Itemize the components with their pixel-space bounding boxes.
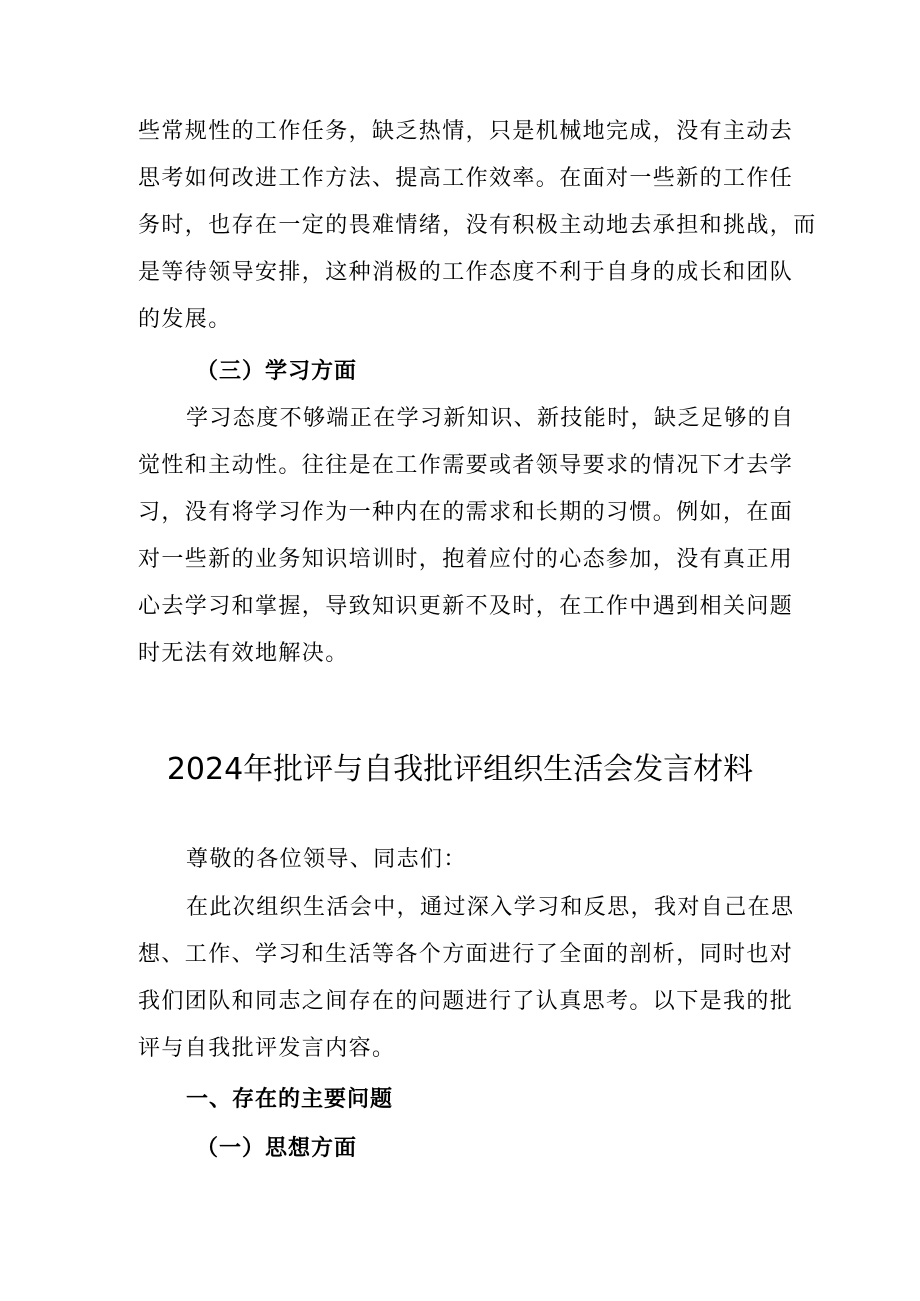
paragraph-line: 觉性和主动性。往往是在工作需要或者领导要求的情况下才去学 <box>138 453 794 478</box>
paragraph-line: 些常规性的工作任务，缺乏热情，只是机械地完成，没有主动去 <box>138 119 794 144</box>
page-title: 2024年批评与自我批评组织生活会发言材料 <box>166 752 754 787</box>
paragraph-line: 时无法有效地解决。 <box>138 641 349 666</box>
paragraph-line: 想、工作、学习和生活等各个方面进行了全面的剖析，同时也对 <box>138 942 794 967</box>
section-heading: 一、存在的主要问题 <box>186 1086 394 1112</box>
paragraph-line: 对一些新的业务知识培训时，抱着应付的心态参加，没有真正用 <box>138 547 794 572</box>
paragraph-line: 是等待领导安排，这种消极的工作态度不利于自身的成长和团队 <box>138 260 794 285</box>
paragraph-line: 我们团队和同志之间存在的问题进行了认真思考。以下是我的批 <box>138 989 794 1014</box>
paragraph-line: 思考如何改进工作方法、提高工作效率。在面对一些新的工作任 <box>138 166 794 191</box>
salutation: 尊敬的各位领导、同志们： <box>186 847 467 872</box>
paragraph-line: 务时，也存在一定的畏难情绪，没有积极主动地去承担和挑战，而 <box>138 213 817 238</box>
study-heading: （三）学习方面 <box>196 358 358 384</box>
paragraph-line: 学习态度不够端正在学习新知识、新技能时，缺乏足够的自 <box>186 406 795 431</box>
paragraph-line: 在此次组织生活会中，通过深入学习和反思，我对自己在思 <box>186 895 795 920</box>
paragraph-line: 心去学习和掌握，导致知识更新不及时，在工作中遇到相关问题 <box>138 594 794 619</box>
subsection-heading: （一）思想方面 <box>196 1135 358 1161</box>
paragraph-line: 评与自我批评发言内容。 <box>138 1036 396 1061</box>
paragraph-line: 的发展。 <box>138 307 232 332</box>
paragraph-line: 习，没有将学习作为一种内在的需求和长期的习惯。例如，在面 <box>138 500 794 525</box>
